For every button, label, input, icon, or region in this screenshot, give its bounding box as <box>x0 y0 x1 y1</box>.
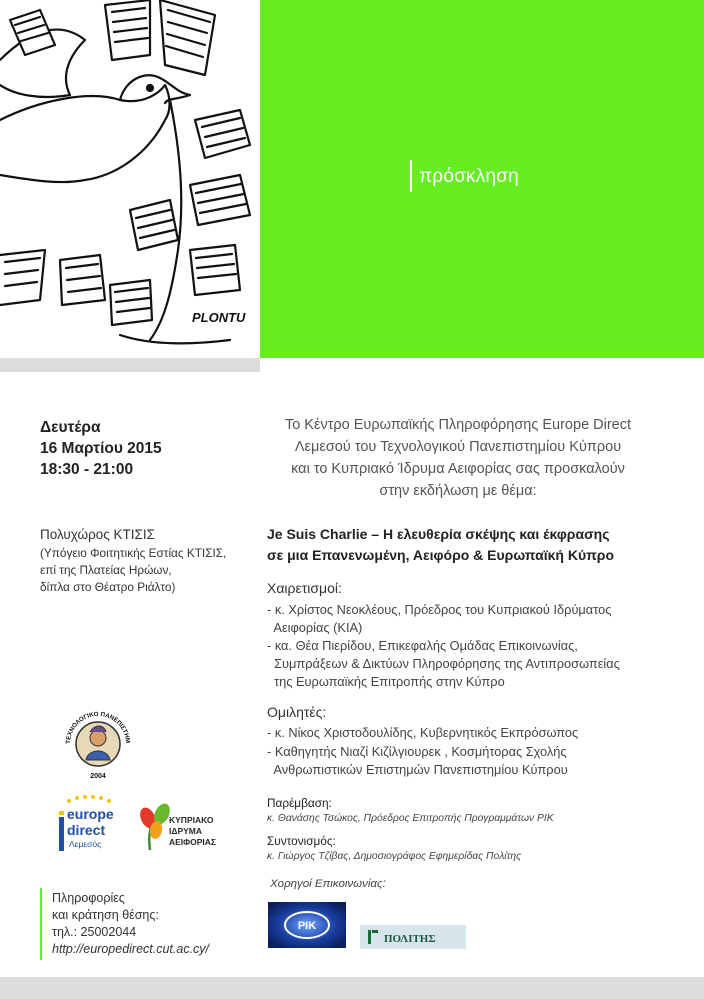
intervention-text: κ. Θανάσης Τσώκος, Πρόεδρος Επιτροπής Προγραμμάτων ΡΙΚ <box>267 813 554 824</box>
speakers-heading: Ομιλητές: <box>267 704 327 720</box>
venue-detail-line: επί της Πλατείας Ηρώων, <box>40 563 172 577</box>
foundation-line3: ΑΕΙΦΟΡΙΑΣ <box>169 837 217 847</box>
cut-seal-text: ΤΕΧΝΟΛΟΓΙΚΟ ΠΑΝΕΠΙΣΤΗΜ <box>64 710 132 745</box>
illustration-bottom-strip <box>0 358 260 372</box>
contact-accent-bar <box>40 888 42 960</box>
media-sponsors-heading: Χορηγοί Επικοινωνίας: <box>270 878 386 890</box>
speakers-item-line: - Καθηγητής Νιαζί Κιζίλγιουρεκ , Κοσμήτορας Σχολής <box>267 744 567 759</box>
intro-line: και το Κυπριακό Ίδρυμα Αειφορίας σας προσκαλούν <box>291 461 625 477</box>
intro-line: Λεμεσού του Τεχνολογικού Πανεπιστημίου Κύπρου <box>294 439 622 455</box>
greetings-item-line: της Ευρωπαϊκής Επιτροπής στην Κύπρο <box>267 674 505 689</box>
speakers-item-line: Ανθρωπιστικών Επιστημών Πανεπιστημίου Κύπρου <box>267 762 568 777</box>
rik-logo-text: ΡΙΚ <box>297 920 317 932</box>
greetings-item-line: - κ. Χρίστος Νεοκλέους, Πρόεδρος του Κυπριακού Ιδρύματος <box>267 602 612 617</box>
europe-direct-line2: direct <box>67 822 106 838</box>
cut-seal-year: 2004 <box>90 773 106 780</box>
moderation-text: κ. Γιώργος Τζίβας, Δημοσιογράφος Εφημερίδας Πολίτης <box>267 851 522 862</box>
dove-drawing <box>0 0 260 358</box>
politis-logo-text: ΠΟΛΙΤΗΣ <box>384 933 436 945</box>
speakers-item-line: - κ. Νίκος Χριστοδουλίδης, Κυβερνητικός Εκπρόσωπος <box>267 725 579 740</box>
intro-line: στην εκδήλωση με θέμα: <box>379 483 537 499</box>
footer-strip <box>0 977 704 999</box>
venue-detail-line: δίπλα στο Θέατρο Ριάλτο) <box>40 580 176 594</box>
contact-phone[interactable]: τηλ.: 25002044 <box>52 925 137 939</box>
intro-line: Το Κέντρο Ευρωπαϊκής Πληροφόρησης Europe Direct <box>284 417 632 433</box>
europe-direct-city: Λεμεσός <box>69 839 102 849</box>
contact-line: Πληροφορίες <box>52 891 125 905</box>
event-date-block <box>40 417 162 480</box>
event-theme-line: σε μια Επανενωμένη, Αειφόρο & Ευρωπαϊκή Κύπρο <box>267 547 615 563</box>
rik-logo <box>268 902 346 948</box>
contact-website-link[interactable]: http://europedirect.cut.ac.cy/ <box>52 942 210 956</box>
cut-university-seal-logo <box>60 702 136 782</box>
greetings-heading: Χαιρετισμοί: <box>267 580 342 596</box>
greetings-item-line: - κα. Θέα Πιερίδου, Επικεφαλής Ομάδας Επικοινωνίας, <box>267 638 578 653</box>
europe-direct-line1: europe <box>67 806 114 822</box>
cyprus-sustainability-foundation-logo <box>136 800 218 854</box>
artist-signature: PLONTU <box>192 310 246 325</box>
venue-name: Πολυχώρος ΚΤΙΣΙΣ <box>40 527 155 542</box>
invitation-label: πρόσκληση <box>419 166 519 187</box>
intervention-heading: Παρέμβαση: <box>267 796 332 810</box>
contact-line: και κράτηση θέσης: <box>52 908 159 922</box>
greetings-item-line: Συμπράξεων & Δικτύων Πληροφόρησης της Αντιπροσωπείας <box>267 656 620 671</box>
moderation-heading: Συντονισμός: <box>267 834 336 848</box>
event-time: 18:30 - 21:00 <box>40 461 134 478</box>
venue-detail-line: (Υπόγειο Φοιτητικής Εστίας ΚΤΙΣΙΣ, <box>40 546 227 560</box>
foundation-line1: ΚΥΠΡΙΑΚΟ <box>169 815 214 825</box>
greetings-item-line: Αειφορίας (ΚΙΑ) <box>267 620 363 635</box>
event-date: 16 Μαρτίου 2015 <box>40 440 162 457</box>
politis-logo <box>360 925 466 949</box>
dove-newspaper-illustration <box>0 0 260 358</box>
event-day: Δευτέρα <box>40 419 101 436</box>
event-theme-line: Je Suis Charlie – Η ελευθερία σκέψης και έκφρασης <box>267 526 610 542</box>
europe-direct-logo <box>57 795 127 857</box>
invitation-divider <box>410 160 412 192</box>
foundation-line2: ΙΔΡΥΜΑ <box>169 826 203 836</box>
